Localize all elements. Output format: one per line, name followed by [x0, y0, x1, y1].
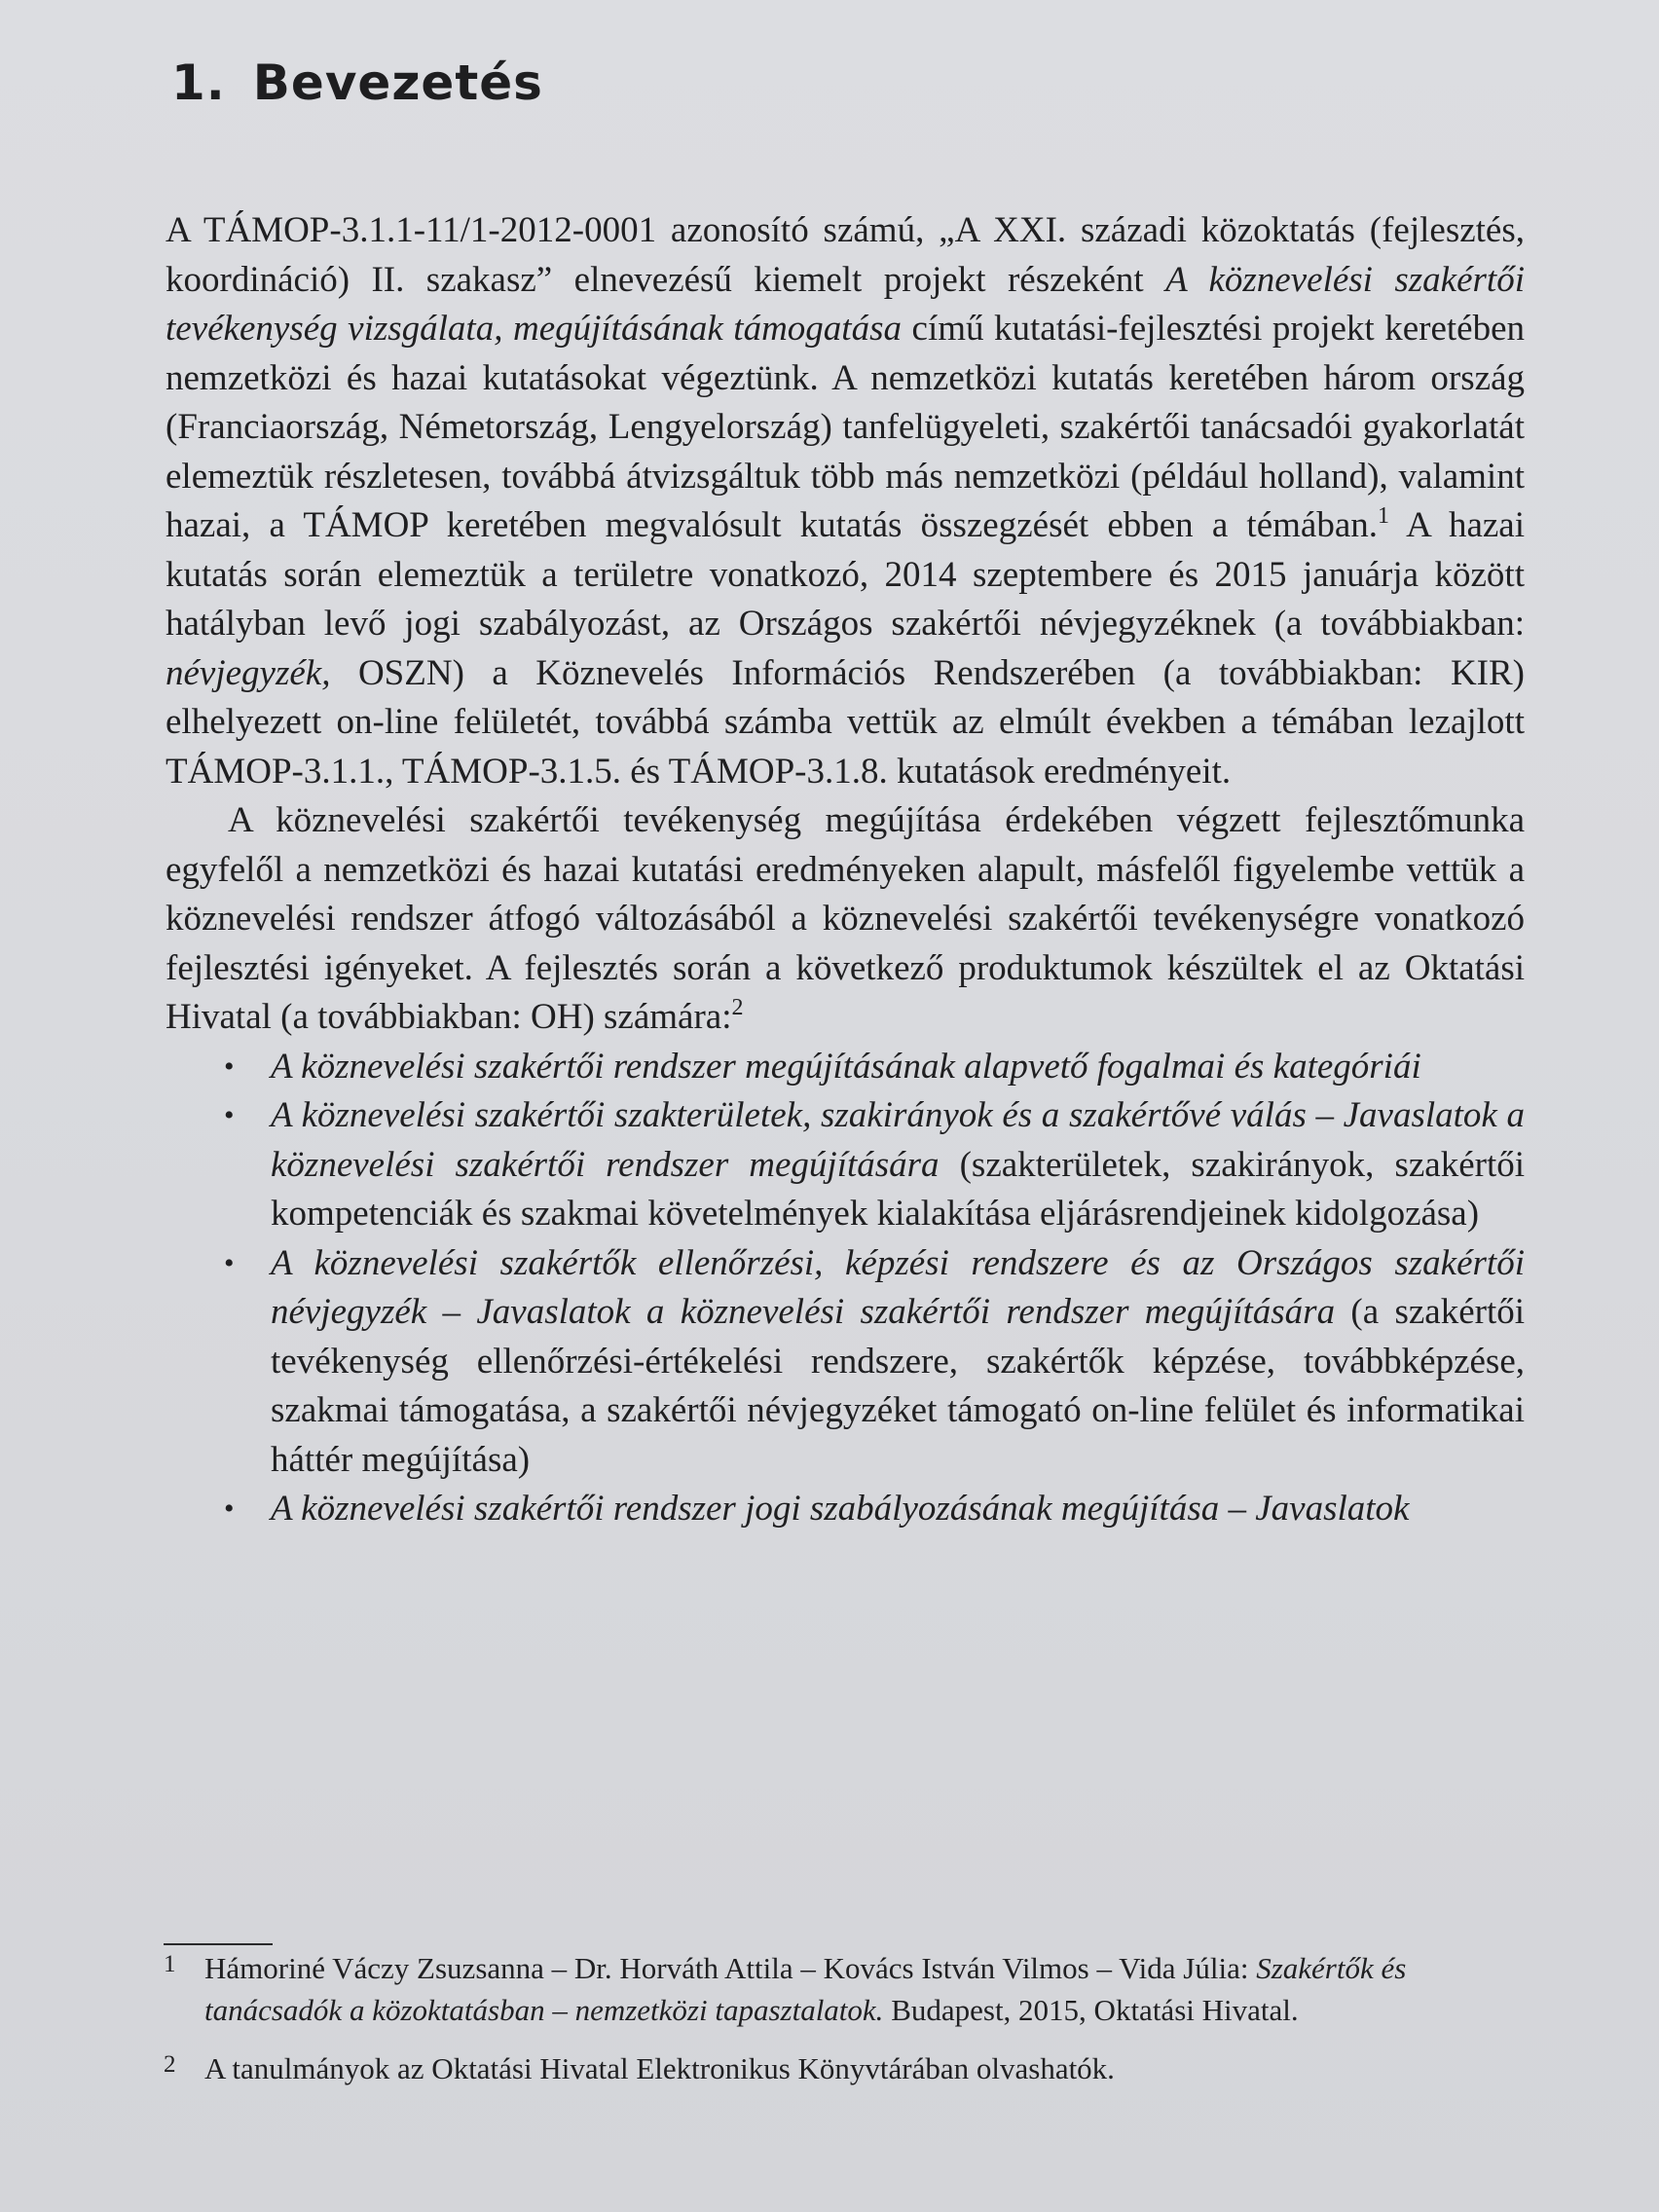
- footnotes: [164, 1947, 1527, 2106]
- development-paragraph: A köznevelési szakértői tevékenység megújítása érdekében végzett fejlesztőmunka egyfelől a nemzetközi és hazai kutatási eredményeken alapult, másfelől figyelembe vettük a köznevelési rendszer átfogó változásából a köznevelési szakértői tevékenységre vonatkozó fejlesztési igényeket. A fejlesztés során a következő produktumok készültek el az Oktatási Hivatal (a továbbiakban: OH) számára:$^2$: [166, 800, 1525, 1037]
- footnote-number: 1: [164, 1951, 176, 1977]
- chapter-number: 1.: [171, 55, 226, 111]
- bullet-icon: •: [224, 1050, 235, 1083]
- footnote-divider: [164, 1943, 273, 1945]
- chapter-title: Bevezetés: [252, 55, 543, 111]
- footnote-ref-2: 2: [731, 995, 744, 1020]
- list-item: • A köznevelési szakértői rendszer megújításának alapvető fogalmai és kategóriái: [166, 1043, 1525, 1092]
- footnote-ref-1: 1: [1378, 503, 1389, 529]
- product-list: [166, 1043, 1525, 1534]
- footnote-1: 1 Hámoriné Váczy Zsuzsanna – Dr. Horváth Attila – Kovács István Vilmos – Vida Júlia: Szakértők és tanácsadók a közoktatásban – nemzetközi tapasztalatok. Budapest, 2015, Oktatási Hivatal.: [164, 1947, 1527, 2031]
- bullet-icon: •: [224, 1246, 235, 1279]
- project-title: A köznevelési szakértői tevékenység vizsgálata, megújításának támogatása: [166, 259, 1525, 349]
- body-text: [166, 206, 1525, 1534]
- chapter-heading: [171, 55, 543, 111]
- list-item: • A köznevelési szakértők ellenőrzési, képzési rendszere és az Országos szakértői névjegyzék – Javaslatok a köznevelési szakértői rendszer megújítására (a szakértői tevékenység ellenőrzési-értékelési rendszere, szakértők képzése, továbbképzése, szakmai támogatása, a szakértői névjegyzéket támogató on-line felület és informatikai háttér megújítása): [166, 1239, 1525, 1486]
- list-item: • A köznevelési szakértői szakterületek, szakirányok és a szakértővé válás – Javaslatok a köznevelési szakértői rendszer megújítására (szakterületek, szakirányok, szakértői kompetenciák és szakmai követelmények kialakítása eljárásrendjeinek kidolgozása): [166, 1091, 1525, 1239]
- list-item: • A köznevelési szakértői rendszer jogi szabályozásának megújítása – Javaslatok: [166, 1485, 1525, 1534]
- bullet-icon: •: [224, 1493, 235, 1525]
- footnote-number: 2: [164, 2051, 176, 2078]
- bullet-icon: •: [224, 1099, 235, 1131]
- intro-paragraph: A TÁMOP-3.1.1-11/1-2012-0001 azonosító számú, „A XXI. századi közoktatás (fejlesztés, koordináció) II. szakasz” elnevezésű kiemelt projekt részeként A köznevelési szakértői tevékenység vizsgálata, megújításának támogatása című kutatási-fejlesztési projekt keretében nemzetközi és hazai kutatásokat végeztünk. A nemzetközi kutatás keretében három ország (Franciaország, Németország, Lengyelország) tanfelügyeleti, szakértői tanácsadói gyakorlatát elemeztük részletesen, továbbá átvizsgáltuk több más nemzetközi (például holland), valamint hazai, a TÁMOP keretében megvalósult kutatás összegzését ebben a témában.$^1$ A hazai kutatás során elemeztük a területre vonatkozó, 2014 szeptembere és 2015 januárja között hatályban levő jogi szabályozást, az Országos szakértői névjegyzéknek (a továbbiakban: névjegyzék, OSZN) a Köznevelés Információs Rendszerében (a továbbiakban: KIR) elhelyezett on-line felületét, továbbá számba vettük az elmúlt években a témában lezajlott TÁMOP-3.1.1., TÁMOP-3.1.5. és TÁMOP-3.1.8. kutatások eredményeit.: [166, 210, 1525, 792]
- footnote-2: 2 A tanulmányok az Oktatási Hivatal Elektronikus Könyvtárában olvashatók.: [164, 2047, 1527, 2089]
